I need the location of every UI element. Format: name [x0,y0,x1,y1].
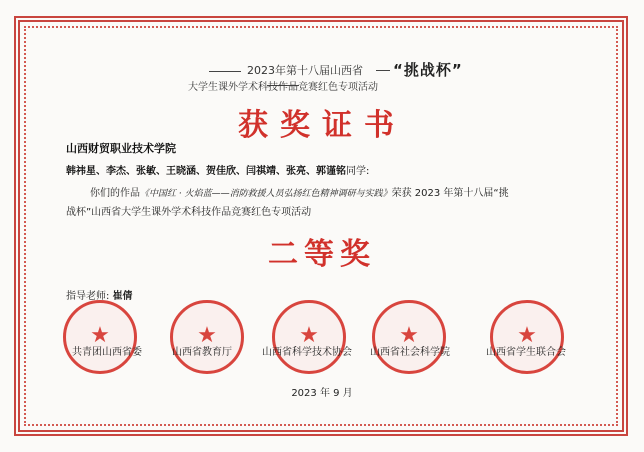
award-text-line-1 [90,184,610,199]
seal-stamp: ★ [272,300,346,374]
organization-name: 山西省学生联合会 [486,347,566,358]
organization-name: 共青团山西省委 [72,347,142,358]
advisor-name: 崔倩 [112,291,133,302]
student-names: 韩祎星、李杰、张敏、王晓涵、贺佳欣、闫祺靖、张亮、郭谨铭 [66,166,346,177]
organization-name: 山西省科学技术协会 [262,347,352,358]
advisor-label: 指导老师: [66,291,110,302]
award-text-line-2: 战杯”山西省大学生课外学术科技作品竞赛红色专项活动 [66,207,312,218]
header-cup-name: “挑战杯” [393,61,463,79]
school-name: 山西财贸职业技术学院 [66,142,176,155]
issue-date: 2023 年 9 月 [291,388,353,399]
award-level: 二等奖 [268,237,376,272]
student-names-line [66,162,369,177]
organization-name: 山西省教育厅 [172,347,232,358]
header-dash [376,70,390,71]
work-title: 《中国红 · 火焰蓝——消防救援人员弘扬红色精神调研与实践》 [140,189,392,199]
student-suffix: 同学: [346,166,370,177]
certificate-title: 获奖证书 [238,108,406,143]
header-line-2: 大学生课外学术科技作品竞赛红色专项活动 [188,82,378,93]
seal-stamp: ★ [372,300,446,374]
seal-stamp: ★ [170,300,244,374]
award-text-prefix: 你们的作品 [90,188,140,199]
seal-stamp: ★ [490,300,564,374]
header-competition-year: 2023年第十八届山西省 [247,64,363,77]
seal-stamp: ★ [63,300,137,374]
award-text-mid: 荣获 2023 年第十八届“挑 [391,188,509,199]
organization-name: 山西省社会科学院 [370,347,450,358]
